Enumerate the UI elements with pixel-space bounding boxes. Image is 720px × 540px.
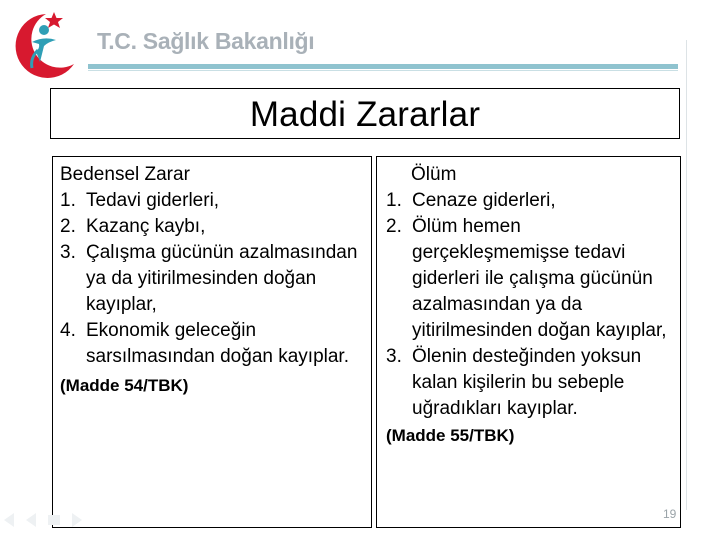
slide-header [0,0,720,90]
right-panel [376,156,681,528]
org-name: T.C. Sağlık Bakanlığı [97,28,315,54]
list-item [386,344,680,422]
law-reference: (Madde 55/TBK) [386,426,515,445]
item-text: Çalışma gücünün azalmasından ya da yitirilmesinden doğan kayıplar, [86,242,358,315]
header-accent-line-thin [88,70,678,71]
law-reference: (Madde 54/TBK) [60,376,189,395]
item-number: 2. [386,216,402,237]
list-item [60,214,371,240]
list-item [60,318,371,370]
left-panel-list [60,188,371,370]
left-panel [52,156,372,528]
list-item [386,214,680,344]
item-text: Tedavi giderleri, [86,190,220,211]
decorative-rule [686,40,687,510]
slide-title: Maddi Zararlar [249,95,481,134]
item-number: 1. [386,190,402,211]
item-number: 2. [60,216,76,237]
item-text: Ölüm hemen gerçekleşmemişse tedavi giderleri ile çalışma gücünün azalmasından ya da yitirilmesinden doğan kayıplar, [412,216,667,341]
item-number: 3. [386,346,402,367]
slide-number: 19 [663,507,677,521]
item-number: 1. [60,190,76,211]
header-accent-line [88,64,678,69]
item-text: Kazanç kaybı, [86,216,206,237]
item-text: Ölenin desteğinden yoksun kalan kişilerin bu sebeple uğradıkları kayıplar. [412,346,642,419]
right-panel-heading: Ölüm [411,164,457,185]
item-text: Cenaze giderleri, [412,190,556,211]
item-number: 4. [60,320,76,341]
right-panel-list [386,188,680,422]
left-panel-heading: Bedensel Zarar [60,164,190,185]
list-item [386,188,680,214]
item-text: Ekonomik geleceğin sarsılmasından doğan kayıplar. [86,320,349,367]
list-item [60,188,371,214]
list-item [60,240,371,318]
slide-title-box [50,88,680,139]
item-number: 3. [60,242,76,263]
slide-nav-controls-icon[interactable] [0,510,100,530]
ministry-logo-icon [10,6,82,86]
